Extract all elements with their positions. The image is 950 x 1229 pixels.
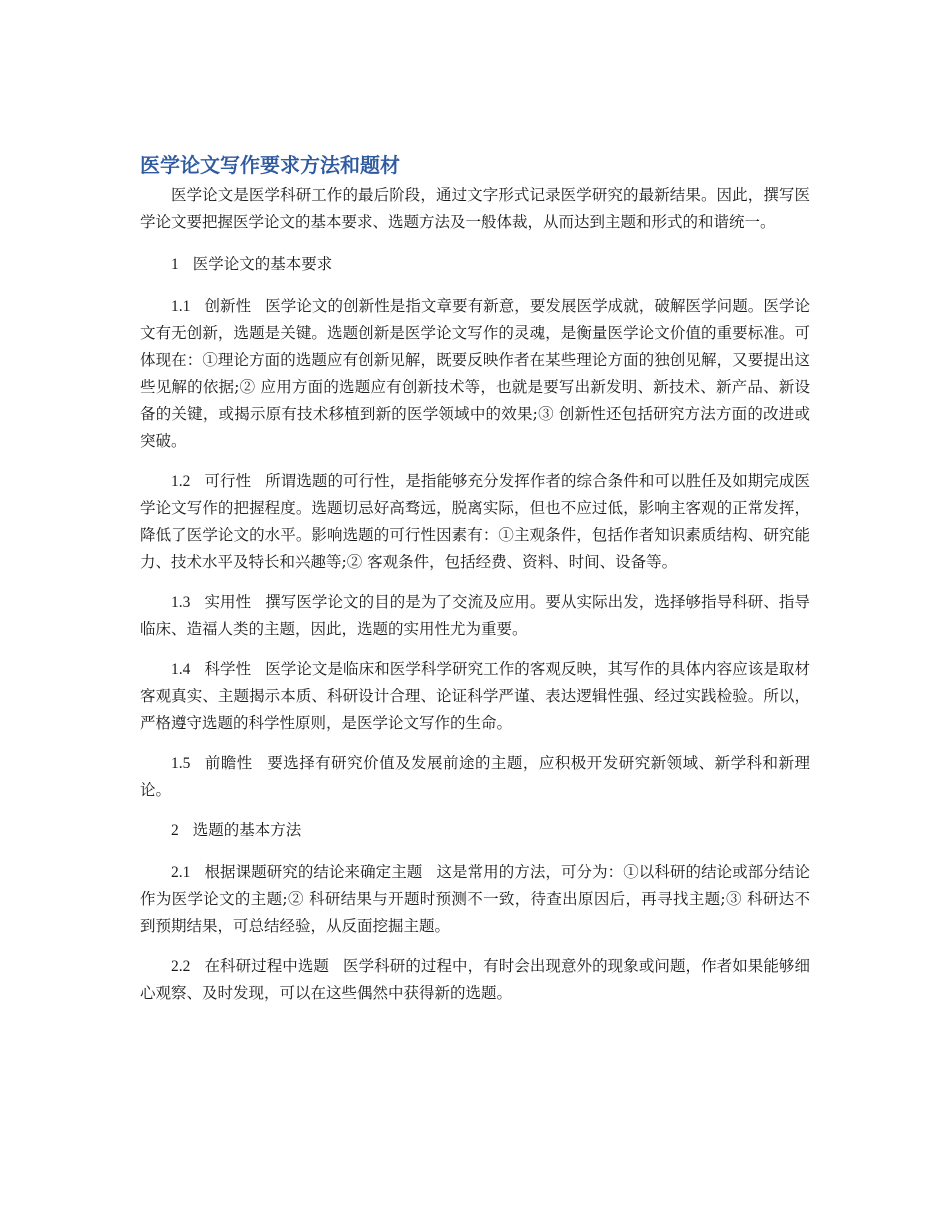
subsection-text: 医学论文的创新性是指文章要有新意，要发展医学成就，破解医学问题。医学论文有无创新，选题是关键。选题创新是医学论文写作的灵魂，是衡量医学论文价值的重要标准。可体现在：①理论方面的选题应有创新见解，既要反映作者在某些理论方面的独创见解，又要提出这些见解的依据;② 应用方面的选题应有创新技术等，也就是要写出新发明、新技术、新产品、新设备的关键，或揭示原有技术移植到新的医学领域中的效果;③ 创新性还包括研究方法方面的改进或突破。 [140, 297, 810, 450]
subsection-text: 所谓选题的可行性，是指能够充分发挥作者的综合条件和可以胜任及如期完成医学论文写作的把握程度。选题切忌好高骛远，脱离实际，但也不应过低，影响主客观的正常发挥，降低了医学论文的水平。影响选题的可行性因素有：①主观条件，包括作者知识素质结构、研究能力、技术水平及特长和兴趣等;② 客观条件，包括经费、资料、时间、设备等。 [140, 472, 810, 571]
document-body [140, 150, 810, 1020]
subsection-number: 1.5 [171, 755, 191, 772]
section-heading-2 [140, 817, 810, 844]
subsection-2-2 [140, 953, 810, 1007]
subsection-number: 1.1 [171, 298, 191, 315]
subsection-1-4 [140, 656, 810, 737]
subsection-1-5 [140, 750, 810, 804]
subsection-1-1 [140, 293, 810, 455]
subsection-term: 创新性 [204, 297, 252, 315]
subsection-number: 1.2 [171, 473, 191, 490]
subsection-number: 1.4 [171, 661, 191, 678]
subsection-text: 撰写医学论文的目的是为了交流及应用。要从实际出发，选择够指导科研、指导临床、造福人类的主题，因此，选题的实用性尤为重要。 [140, 593, 810, 638]
subsection-1-3 [140, 589, 810, 643]
subsection-term: 根据课题研究的结论来确定主题 [204, 863, 423, 881]
subsection-text: 这是常用的方法，可分为：①以科研的结论或部分结论作为医学论文的主题;② 科研结果与开题时预测不一致，待查出原因后，再寻找主题;③ 科研达不到预期结果，可总结经验，从反面挖掘主题。 [140, 863, 810, 935]
section-title: 医学论文的基本要求 [192, 255, 333, 273]
subsection-text: 医学论文是临床和医学科学研究工作的客观反映，其写作的具体内容应该是取材客观真实、主题揭示本质、科研设计合理、论证科学严谨、表达逻辑性强、经过实践检验。所以，严格遵守选题的科学性原则，是医学论文写作的生命。 [140, 660, 810, 732]
subsection-number: 2.1 [171, 864, 191, 881]
subsection-term: 可行性 [204, 472, 252, 490]
intro-paragraph: 医学论文是医学科研工作的最后阶段，通过文字形式记录医学研究的最新结果。因此，撰写医学论文要把握医学论文的基本要求、选题方法及一般体裁，从而达到主题和形式的和谐统一。 [140, 186, 810, 231]
section-heading-1 [140, 251, 810, 278]
section-title: 选题的基本方法 [192, 821, 302, 839]
subsection-text: 要选择有研究价值及发展前途的主题，应积极开发研究新领域、新学科和新理论。 [140, 754, 810, 799]
subsection-term: 前瞻性 [204, 754, 253, 772]
subsection-number: 2.2 [171, 958, 191, 975]
subsection-term: 在科研过程中选题 [204, 957, 329, 975]
subsection-text: 医学科研的过程中，有时会出现意外的现象或问题，作者如果能够细心观察、及时发现，可以在这些偶然中获得新的选题。 [140, 957, 810, 1002]
section-number: 1 [171, 256, 179, 273]
section-number: 2 [171, 822, 179, 839]
subsection-number: 1.3 [171, 594, 191, 611]
subsection-1-2 [140, 468, 810, 576]
subsection-term: 实用性 [204, 593, 252, 611]
document-title: 医学论文写作要求方法和题材 [140, 153, 400, 177]
subsection-term: 科学性 [204, 660, 252, 678]
subsection-2-1 [140, 859, 810, 940]
